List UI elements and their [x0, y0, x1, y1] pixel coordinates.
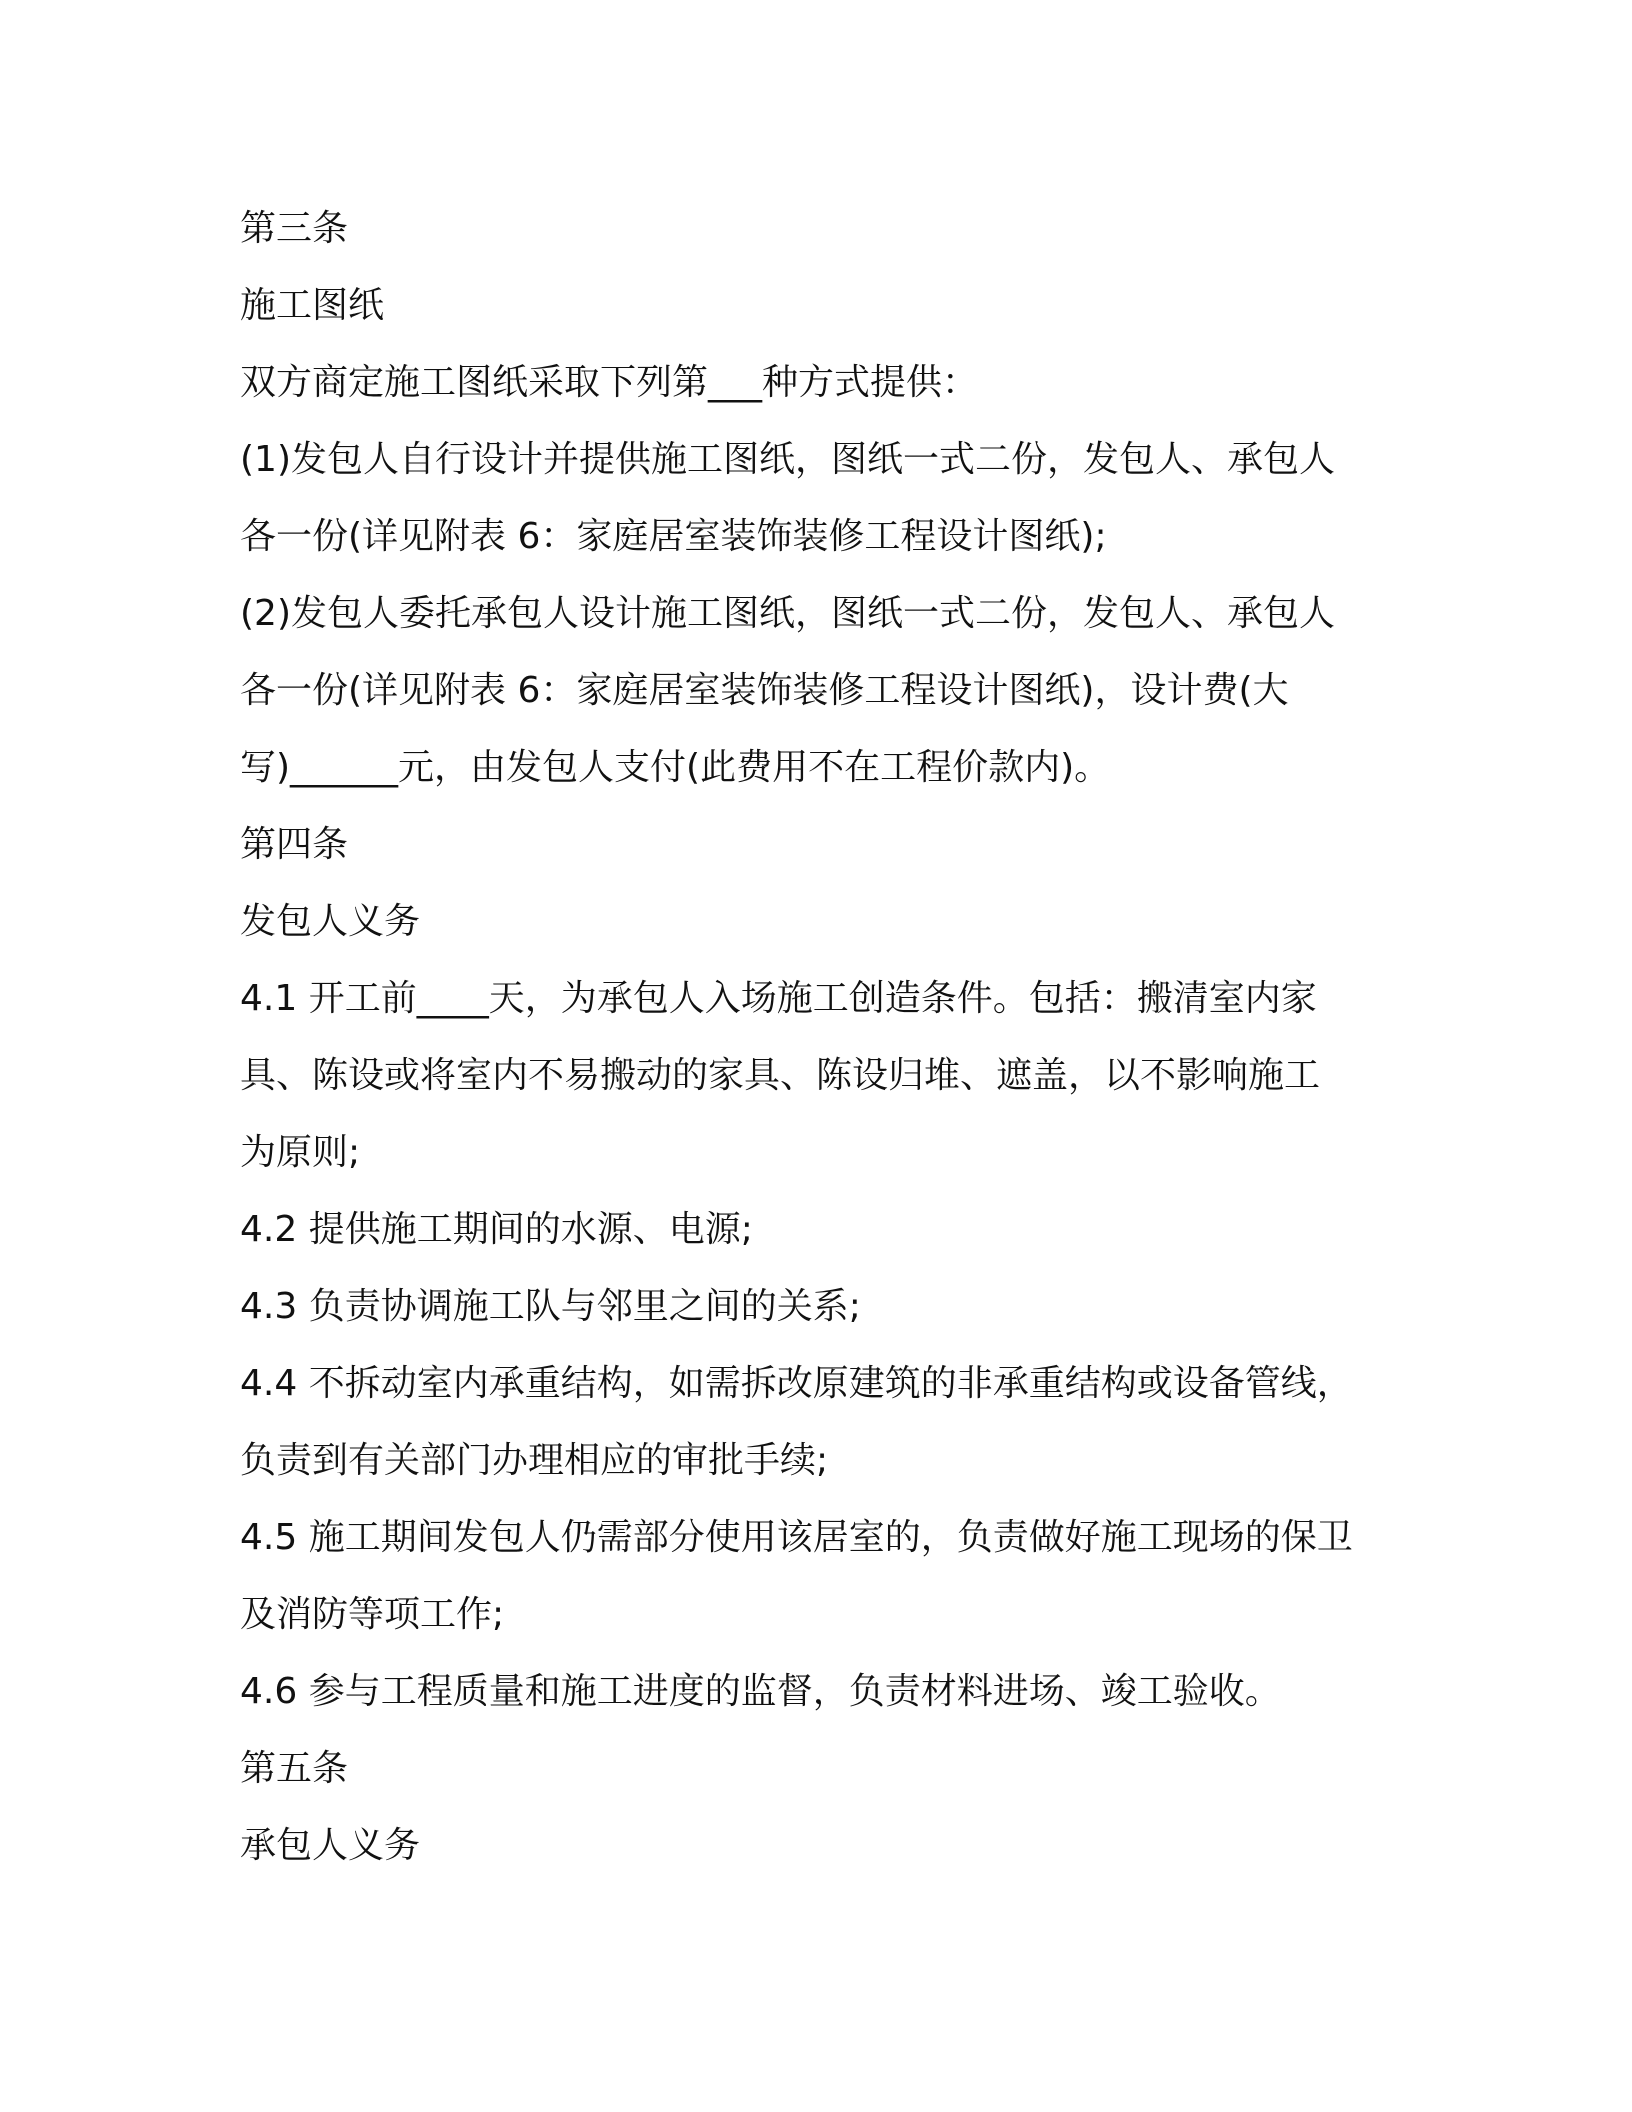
- paragraph-line: 各一份(详见附表 6：家庭居室装饰装修工程设计图纸)，设计费(大: [240, 670, 1289, 711]
- paragraph-line: 4.3 负责协调施工队与邻里之间的关系;: [240, 1286, 861, 1327]
- paragraph-line: 4.4 不拆动室内承重结构，如需拆改原建筑的非承重结构或设备管线，: [240, 1363, 1353, 1404]
- paragraph-line: 具、陈设或将室内不易搬动的家具、陈设归堆、遮盖，以不影响施工: [240, 1055, 1321, 1096]
- paragraph-line: 4.2 提供施工期间的水源、电源;: [240, 1209, 753, 1250]
- paragraph-line: (1)发包人自行设计并提供施工图纸，图纸一式二份，发包人、承包人: [240, 439, 1335, 480]
- article-4-title: 发包人义务: [240, 901, 421, 942]
- article-3-title: 施工图纸: [240, 285, 385, 326]
- paragraph-line: 4.6 参与工程质量和施工进度的监督，负责材料进场、竣工验收。: [240, 1671, 1281, 1712]
- paragraph-line: 负责到有关部门办理相应的审批手续;: [240, 1440, 829, 1481]
- article-5-title: 承包人义务: [240, 1825, 421, 1866]
- article-4-heading: 第四条: [240, 824, 349, 865]
- paragraph-line: 写)______元，由发包人支付(此费用不在工程价款内)。: [240, 747, 1111, 788]
- paragraph-line: 为原则;: [240, 1132, 361, 1173]
- article-3-heading: 第三条: [240, 208, 349, 249]
- paragraph-line: 4.5 施工期间发包人仍需部分使用该居室的，负责做好施工现场的保卫: [240, 1517, 1353, 1558]
- paragraph-line: 双方商定施工图纸采取下列第___种方式提供：: [240, 362, 979, 403]
- paragraph-line: 各一份(详见附表 6：家庭居室装饰装修工程设计图纸);: [240, 516, 1107, 557]
- paragraph-line: 4.1 开工前____天，为承包人入场施工创造条件。包括：搬清室内家: [240, 978, 1317, 1019]
- document-body: [240, 190, 1400, 1884]
- paragraph-line: 及消防等项工作;: [240, 1594, 505, 1635]
- paragraph-line: (2)发包人委托承包人设计施工图纸，图纸一式二份，发包人、承包人: [240, 593, 1335, 634]
- article-5-heading: 第五条: [240, 1748, 349, 1789]
